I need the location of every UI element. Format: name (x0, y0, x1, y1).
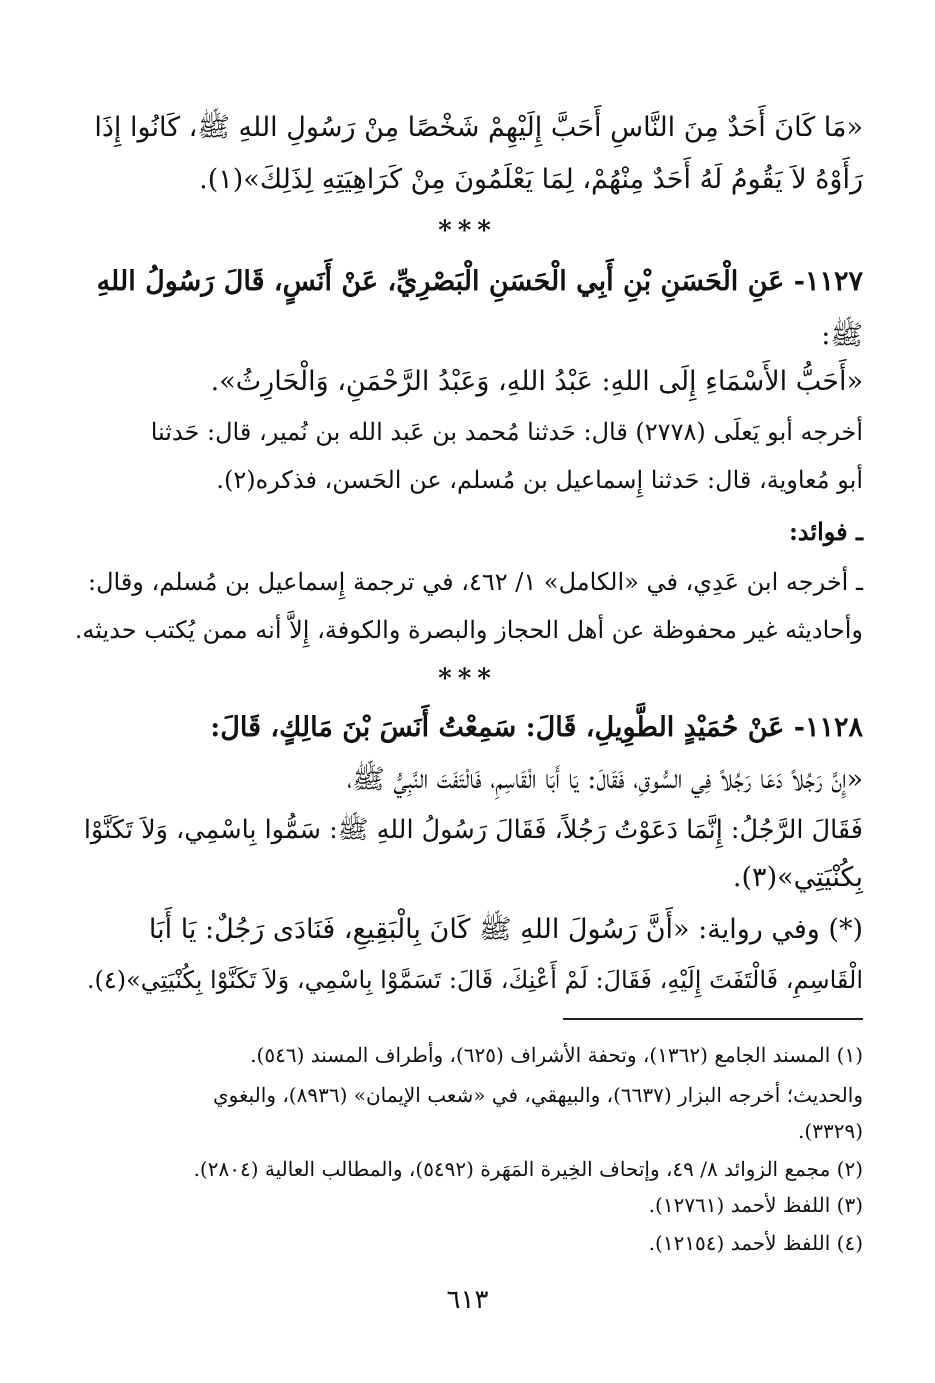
benefits-heading: ـ فوائد: (788, 517, 863, 546)
hadith-1127-heading: ١١٢٧- عَنِ الْحَسَنِ بْنِ أَبِي الْحَسَنِ الْبَصْرِيِّ، عَنْ أَنَسٍ، قَالَ رَسُولُ اللهِ (96, 266, 863, 297)
hadith-text-line: «مَا كَانَ أَحَدٌ مِنَ النَّاسِ أَحَبَّ إِلَيْهِمْ شَخْصًا مِنْ رَسُولِ اللهِ ﷺ، كَانُوا إِذَا (94, 112, 863, 143)
hadith-text-line: رَأَوْهُ لاَ يَقُومُ لَهُ أَحَدٌ مِنْهُمْ، لِمَا يَعْلَمُونَ مِنْ كَرَاهِيَتِهِ لِذَلِكَ»(١). (199, 164, 863, 195)
hadith-text-line: «أَحَبُّ الأَسْمَاءِ إِلَى اللهِ: عَبْدُ اللهِ، وَعَبْدُ الرَّحْمَنِ، وَالْحَارِثُ». (210, 366, 863, 397)
footnote-4: (٤) اللفظ لأحمد (١٢١٥٤). (648, 1231, 863, 1255)
hadith-text-line: فَقَالَ الرَّجُلُ: إِنَّمَا دَعَوْتُ رَجُلاً، فَقَالَ رَسُولُ اللهِ ﷺ: سَمُّوا بِاسْمِي، وَلاَ تَكَنَّوْا (83, 815, 863, 845)
riwaya-line: الْقَاسِمِ، فَالْتَفَتَ إِلَيْهِ، فَقَالَ: لَمْ أَعْنِكَ، قَالَ: تَسَمَّوْا بِاسْمِي، وَلاَ تَكَنَّوْا بِكُنْيَتِي»(٤). (86, 966, 863, 994)
hadith-1128-heading: ١١٢٨- عَنْ حُمَيْدٍ الطَّوِيلِ، قَالَ: سَمِعْتُ أَنَسَ بْنَ مَالِكٍ، قَالَ: (210, 712, 863, 743)
hadith-text-line: بِكُنْيَتِي»(٣). (732, 862, 863, 893)
footnote-2: (٢) مجمع الزوائد ٨/ ٤٩، وإتحاف الخِيرة المَهَرة (٥٤٩٢)، والمطالب العالية (٢٨٠٤). (193, 1157, 863, 1181)
takhrij-line: أخرجه أبو يَعلَى (٢٧٧٨) قال: حَدثنا مُحمد بن عَبد الله بن نُمير، قال: حَدثنا (150, 418, 863, 446)
footnote-separator (563, 1018, 863, 1020)
hadith-text-line: ﷺ: (821, 320, 863, 351)
section-separator: *** (438, 664, 497, 694)
benefits-line: وأحاديثه غير محفوظة عن أهل الحجاز والبصرة والكوفة، إِلاَّ أنه ممن يُكتب حديثه. (74, 616, 863, 644)
footnote-1: (١) المسند الجامع (١٣٦٢)، وتحفة الأشراف (٦٢٥)، وأطراف المسند (٥٤٦). (250, 1043, 863, 1067)
hadith-text-line: «إِنَّ رَجُلاً دَعَا رَجُلاً فِي السُّوقِ، فَقَالَ: يَا أَبَا الْقَاسِمِ، فَالْتَفَتَ النَّبِيُّ ﷺ، (347, 764, 863, 795)
benefits-line: ـ أخرجه ابن عَدِي، في «الكامل» ١/ ٤٦٢، في ترجمة إِسماعيل بن مُسلم، وقال: (87, 568, 863, 596)
footnote-1-continuation: والحديث؛ أخرجه البزار (٦٦٣٧)، والبيهقي، في «شعب الإيمان» (٨٩٣٦)، والبغوي (213, 1083, 863, 1107)
footnote-3: (٣) اللفظ لأحمد (١٢٧٦١). (648, 1193, 863, 1217)
takhrij-line: أبو مُعاوية، قال: حَدثنا إِسماعيل بن مُسلم، عن الحَسن، فذكره(٢). (216, 466, 863, 494)
section-separator: *** (438, 216, 497, 246)
footnote-1-continuation: (٣٣٢٩). (798, 1119, 863, 1143)
riwaya-line: (*) وفي رواية: «أَنَّ رَسُولَ اللهِ ﷺ كَانَ بِالْبَقِيعِ، فَنَادَى رَجُلٌ: يَا أَبَا (148, 914, 863, 945)
page-number: ٦١٣ (446, 1285, 489, 1315)
